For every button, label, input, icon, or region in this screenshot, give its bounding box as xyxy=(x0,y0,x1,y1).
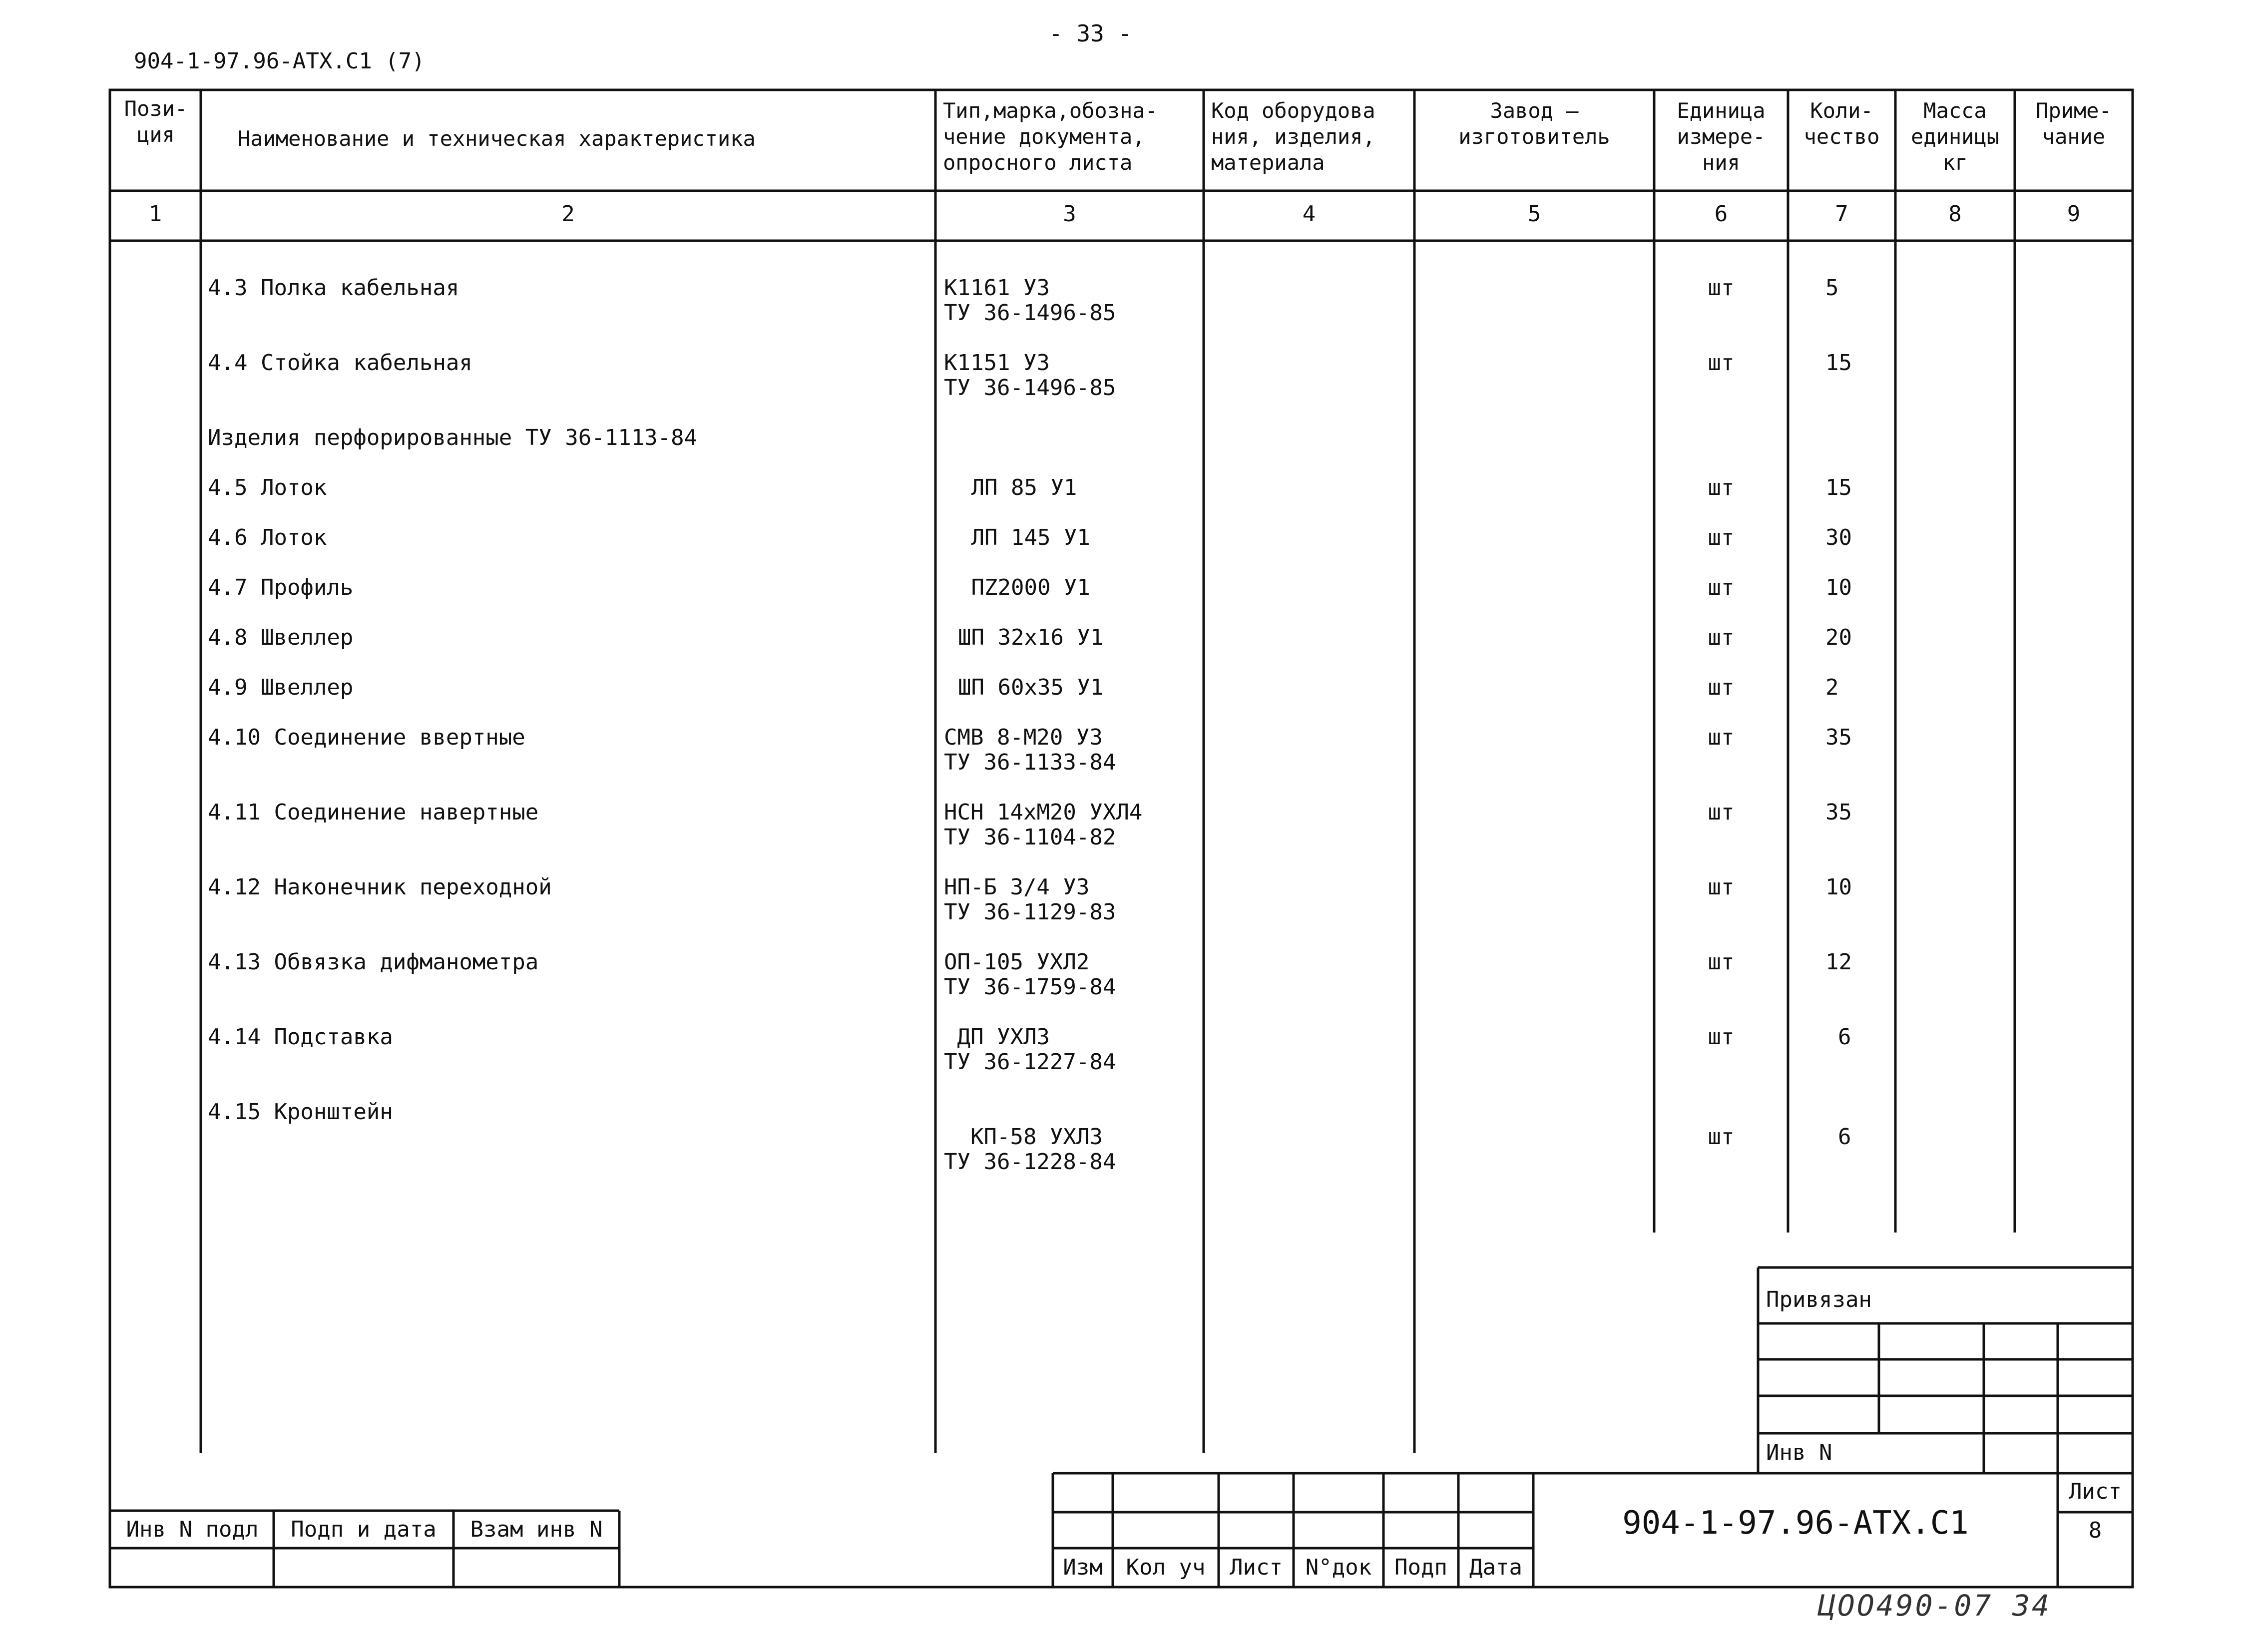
row-qty: 12 xyxy=(1825,949,1852,975)
row-type: ДП УХЛ3 ТУ 36-1227-84 xyxy=(944,1024,1116,1075)
stamp-column-label: Лист xyxy=(1230,1555,1283,1580)
col-number: 8 xyxy=(1948,201,1962,227)
col-number: 2 xyxy=(561,201,575,227)
row-unit: шт xyxy=(1708,625,1735,650)
row-unit: шт xyxy=(1708,525,1735,550)
row-unit: шт xyxy=(1708,949,1735,975)
sheet-number: 8 xyxy=(2088,1518,2102,1543)
row-name: 4.15 Кронштейн xyxy=(208,1099,393,1125)
header-note: Приме- чание xyxy=(2036,98,2112,149)
row-type: ОП-105 УХЛ2 ТУ 36-1759-84 xyxy=(944,949,1116,1000)
row-qty: 20 xyxy=(1825,625,1852,650)
stamp-column-label: Изм xyxy=(1063,1555,1103,1580)
row-unit: шт xyxy=(1708,475,1735,500)
row-unit: шт xyxy=(1708,575,1735,600)
header-code: Код оборудова ния, изделия, материала xyxy=(1211,98,1375,175)
row-type: ШП 60х35 У1 xyxy=(958,675,1104,700)
stamp-label: Подп и дата xyxy=(291,1517,437,1542)
stamp-label: Инв N подл xyxy=(126,1517,259,1542)
col-number: 6 xyxy=(1714,201,1728,227)
row-qty: 6 xyxy=(1838,1024,1851,1050)
row-unit: шт xyxy=(1708,675,1735,700)
page-number: - 33 - xyxy=(1049,20,1132,47)
col-number: 1 xyxy=(148,201,162,227)
stamp-label: Взам инв N xyxy=(470,1517,603,1542)
row-type: НСН 14хМ20 УХЛ4 ТУ 36-1104-82 xyxy=(944,800,1143,850)
header-mass: Масса единицы кг xyxy=(1910,98,1999,175)
stamp-column-label: Кол уч xyxy=(1126,1555,1206,1580)
row-qty: 15 xyxy=(1825,475,1852,500)
row-qty: 10 xyxy=(1825,575,1852,600)
row-unit: шт xyxy=(1708,1024,1735,1050)
col-number: 7 xyxy=(1835,201,1848,227)
sheet-label: Лист xyxy=(2069,1479,2122,1504)
row-name: 4.11 Соединение навертные xyxy=(208,800,539,825)
privyazan-label: Привязан xyxy=(1766,1287,1872,1312)
header-position: Пози- ция xyxy=(124,96,188,147)
row-unit: шт xyxy=(1708,1124,1735,1150)
row-qty: 2 xyxy=(1825,675,1839,700)
inventory-number-label: Инв N xyxy=(1766,1440,1832,1465)
col-number: 4 xyxy=(1302,201,1316,227)
row-name: 4.3 Полка кабельная xyxy=(208,275,459,301)
col-number: 3 xyxy=(1063,201,1076,227)
col-number: 9 xyxy=(2067,201,2081,227)
row-name: 4.4 Стойка кабельная xyxy=(208,350,472,376)
row-qty: 10 xyxy=(1825,874,1852,900)
row-qty: 6 xyxy=(1838,1124,1851,1150)
row-type: ЛП 145 У1 xyxy=(958,525,1090,550)
header-quantity: Коли- чество xyxy=(1803,98,1880,149)
document-code-stamp: 904-1-97.96-АТХ.С1 xyxy=(1622,1505,1969,1542)
row-type: СМВ 8-М20 У3 ТУ 36-1133-84 xyxy=(944,725,1116,775)
stamp-column-label: Дата xyxy=(1469,1555,1522,1580)
row-name: 4.8 Швеллер xyxy=(208,625,354,650)
row-name: 4.10 Соединение ввертные xyxy=(208,725,525,750)
stamp-column-label: N°док xyxy=(1305,1555,1372,1580)
header-name: Наименование и техническая характеристика xyxy=(238,126,756,151)
row-group-title: Изделия перфорированные ТУ 36-1113-84 xyxy=(208,425,698,450)
row-name: 4.9 Швеллер xyxy=(208,675,354,700)
row-name: 4.6 Лоток xyxy=(208,525,327,550)
row-name: 4.13 Обвязка дифманометра xyxy=(208,949,539,975)
header-type: Тип,марка,обозна- чение документа, опросного листа xyxy=(943,98,1158,175)
row-qty: 30 xyxy=(1825,525,1852,550)
document-code: 904-1-97.96-АТХ.С1 (7) xyxy=(134,48,425,74)
row-type: К1151 У3 ТУ 36-1496-85 xyxy=(944,350,1116,401)
row-unit: шт xyxy=(1708,874,1735,900)
archive-code: ЦОО490-07 34 xyxy=(1818,1589,2052,1623)
row-type: ЛП 85 У1 xyxy=(958,475,1077,500)
stamp-column-label: Подп xyxy=(1394,1555,1447,1580)
row-name: 4.14 Подставка xyxy=(208,1024,393,1050)
row-name: 4.5 Лоток xyxy=(208,475,327,500)
row-name: 4.12 Наконечник переходной xyxy=(208,874,552,900)
row-qty: 5 xyxy=(1825,275,1839,301)
row-unit: шт xyxy=(1708,725,1735,750)
row-unit: шт xyxy=(1708,350,1735,376)
row-name: 4.7 Профиль xyxy=(208,575,354,600)
row-type: КП-58 УХЛ3 ТУ 36-1228-84 xyxy=(944,1124,1116,1175)
row-type: К1161 У3 ТУ 36-1496-85 xyxy=(944,275,1116,326)
row-qty: 35 xyxy=(1825,725,1852,750)
row-qty: 35 xyxy=(1825,800,1852,825)
header-unit: Единица измере- ния xyxy=(1677,98,1766,175)
header-manufacturer: Завод – изготовитель xyxy=(1458,98,1610,149)
row-type: ШП 32х16 У1 xyxy=(958,625,1104,650)
row-unit: шт xyxy=(1708,275,1735,301)
row-qty: 15 xyxy=(1825,350,1852,376)
row-type: ПZ2000 У1 xyxy=(958,575,1090,600)
col-number: 5 xyxy=(1527,201,1541,227)
row-unit: шт xyxy=(1708,800,1735,825)
row-type: НП-Б 3/4 У3 ТУ 36-1129-83 xyxy=(944,874,1116,925)
